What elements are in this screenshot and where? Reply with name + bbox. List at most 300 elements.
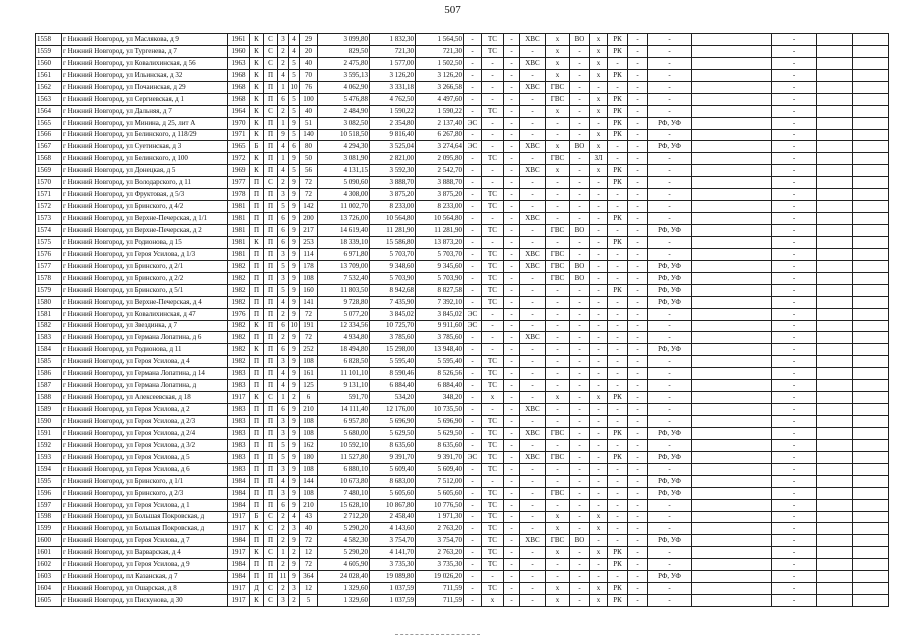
cell-c17: - bbox=[590, 439, 608, 451]
cell-c21 bbox=[692, 499, 772, 511]
cell-c22: - bbox=[772, 153, 817, 165]
table-row bbox=[36, 595, 889, 607]
cell-c15: ГВС bbox=[546, 93, 570, 105]
cell-type: П bbox=[264, 189, 278, 201]
cell-c23 bbox=[817, 571, 853, 583]
cell-c17: х bbox=[590, 583, 608, 595]
cell-c13: - bbox=[504, 595, 520, 607]
cell-c19: - bbox=[628, 225, 648, 237]
cell-wall-material: П bbox=[250, 177, 264, 189]
cell-year-built: 1965 bbox=[228, 141, 250, 153]
cell-c18: - bbox=[608, 344, 628, 356]
cell-entrances: 3 bbox=[278, 595, 289, 607]
cell-living-area: 3 875,20 bbox=[370, 189, 416, 201]
cell-c12: ТС bbox=[482, 356, 504, 368]
cell-c22: - bbox=[772, 511, 817, 523]
page-footer-mark bbox=[395, 634, 480, 637]
cell-c23 bbox=[817, 260, 853, 272]
cell-year-built: 1984 bbox=[228, 535, 250, 547]
cell-c20: - bbox=[648, 499, 692, 511]
cell-year-built: 1984 bbox=[228, 571, 250, 583]
cell-c15: ГВС bbox=[546, 535, 570, 547]
cell-row-number: 1579 bbox=[36, 284, 62, 296]
cell-living-area: 5 595,40 bbox=[370, 356, 416, 368]
cell-c21 bbox=[692, 272, 772, 284]
cell-c19: - bbox=[628, 523, 648, 535]
table-row bbox=[36, 284, 889, 296]
cell-c12: ТС bbox=[482, 451, 504, 463]
cell-entrances: 2 bbox=[278, 57, 289, 69]
cell-c22: - bbox=[772, 189, 817, 201]
cell-c12: ТС bbox=[482, 547, 504, 559]
cell-address: г Нижний Новгород, ул Героя Усилова, д 2 bbox=[62, 404, 228, 416]
cell-c20: - bbox=[648, 559, 692, 571]
cell-c21 bbox=[692, 571, 772, 583]
cell-year-built: 1961 bbox=[228, 34, 250, 46]
cell-type: С bbox=[264, 34, 278, 46]
cell-c23 bbox=[817, 547, 853, 559]
cell-c11: - bbox=[464, 105, 482, 117]
cell-entrances: 3 bbox=[278, 189, 289, 201]
cell-address: г Нижний Новгород, ул Алексеевская, д 18 bbox=[62, 392, 228, 404]
cell-type: П bbox=[264, 296, 278, 308]
cell-c21 bbox=[692, 248, 772, 260]
cell-c16: - bbox=[570, 165, 590, 177]
cell-c21 bbox=[692, 201, 772, 213]
cell-wall-material: П bbox=[250, 296, 264, 308]
cell-c23 bbox=[817, 153, 853, 165]
cell-wall-material: П bbox=[250, 487, 264, 499]
cell-c12: - bbox=[482, 308, 504, 320]
cell-wall-material: П bbox=[250, 260, 264, 272]
cell-c23 bbox=[817, 344, 853, 356]
cell-c24 bbox=[853, 404, 889, 416]
cell-c13: - bbox=[504, 129, 520, 141]
table-row bbox=[36, 463, 889, 475]
cell-row-number: 1567 bbox=[36, 141, 62, 153]
cell-c24 bbox=[853, 427, 889, 439]
cell-floors: 2 bbox=[289, 392, 300, 404]
cell-floors: 5 bbox=[289, 165, 300, 177]
cell-c11: - bbox=[464, 57, 482, 69]
cell-floors: 4 bbox=[289, 511, 300, 523]
cell-type: П bbox=[264, 117, 278, 129]
cell-year-built: 1960 bbox=[228, 45, 250, 57]
cell-entrances: 2 bbox=[278, 511, 289, 523]
cell-c13: - bbox=[504, 332, 520, 344]
table-row bbox=[36, 404, 889, 416]
cell-c13: - bbox=[504, 69, 520, 81]
cell-c18: РК bbox=[608, 547, 628, 559]
cell-row-number: 1566 bbox=[36, 129, 62, 141]
cell-apartments: 80 bbox=[300, 141, 318, 153]
cell-c21 bbox=[692, 177, 772, 189]
cell-c23 bbox=[817, 296, 853, 308]
cell-c13: - bbox=[504, 392, 520, 404]
cell-entrances: 6 bbox=[278, 225, 289, 237]
cell-c15: х bbox=[546, 69, 570, 81]
cell-total-area: 4 582,30 bbox=[318, 535, 370, 547]
cell-c14: - bbox=[520, 511, 546, 523]
cell-entrances: 3 bbox=[278, 34, 289, 46]
cell-address: г Нижний Новгород, ул Героя Усилова, д 2/4 bbox=[62, 427, 228, 439]
cell-c16: - bbox=[570, 213, 590, 225]
cell-c20: - bbox=[648, 93, 692, 105]
cell-c19: - bbox=[628, 105, 648, 117]
table-row bbox=[36, 153, 889, 165]
cell-c17: х bbox=[590, 69, 608, 81]
cell-c13: - bbox=[504, 308, 520, 320]
cell-c21 bbox=[692, 260, 772, 272]
cell-entrances: 2 bbox=[278, 559, 289, 571]
cell-c21 bbox=[692, 427, 772, 439]
cell-wall-material: К bbox=[250, 45, 264, 57]
cell-type: П bbox=[264, 284, 278, 296]
cell-c17: - bbox=[590, 213, 608, 225]
cell-c13: - bbox=[504, 511, 520, 523]
cell-c23 bbox=[817, 320, 853, 332]
cell-c18: РК bbox=[608, 284, 628, 296]
cell-c19: - bbox=[628, 81, 648, 93]
cell-address: г Нижний Новгород, ул Родионова, д 15 bbox=[62, 236, 228, 248]
cell-c16: - bbox=[570, 475, 590, 487]
cell-c19: - bbox=[628, 308, 648, 320]
cell-floors: 9 bbox=[289, 535, 300, 547]
cell-wall-material: К bbox=[250, 320, 264, 332]
cell-address: г Нижний Новгород, ул Бринского, д 1/1 bbox=[62, 475, 228, 487]
cell-c17: х bbox=[590, 547, 608, 559]
cell-type: П bbox=[264, 356, 278, 368]
cell-type: П bbox=[264, 559, 278, 571]
cell-row-number: 1604 bbox=[36, 583, 62, 595]
cell-c11: ЭС bbox=[464, 320, 482, 332]
cell-c11: - bbox=[464, 34, 482, 46]
cell-private-area: 11 281,90 bbox=[416, 225, 464, 237]
cell-row-number: 1587 bbox=[36, 380, 62, 392]
cell-c22: - bbox=[772, 368, 817, 380]
table-row bbox=[36, 34, 889, 46]
cell-c24 bbox=[853, 213, 889, 225]
cell-private-area: 711,59 bbox=[416, 595, 464, 607]
cell-private-area: 6 267,80 bbox=[416, 129, 464, 141]
cell-apartments: 140 bbox=[300, 129, 318, 141]
cell-type: П bbox=[264, 93, 278, 105]
cell-c18: - bbox=[608, 499, 628, 511]
cell-c24 bbox=[853, 356, 889, 368]
cell-c16: - bbox=[570, 177, 590, 189]
cell-c22: - bbox=[772, 34, 817, 46]
cell-c22: - bbox=[772, 296, 817, 308]
cell-c23 bbox=[817, 105, 853, 117]
cell-c18: РК bbox=[608, 236, 628, 248]
cell-c20: - bbox=[648, 392, 692, 404]
table-row bbox=[36, 260, 889, 272]
cell-floors: 10 bbox=[289, 320, 300, 332]
cell-c21 bbox=[692, 45, 772, 57]
cell-c11: - bbox=[464, 69, 482, 81]
cell-wall-material: П bbox=[250, 427, 264, 439]
cell-floors: 9 bbox=[289, 284, 300, 296]
cell-c24 bbox=[853, 439, 889, 451]
table-row bbox=[36, 45, 889, 57]
cell-c24 bbox=[853, 296, 889, 308]
cell-c20: - bbox=[648, 547, 692, 559]
cell-private-area: 3 875,20 bbox=[416, 189, 464, 201]
cell-row-number: 1571 bbox=[36, 189, 62, 201]
cell-c17: - bbox=[590, 201, 608, 213]
table-row bbox=[36, 451, 889, 463]
table-row bbox=[36, 547, 889, 559]
cell-c20: РФ, УФ bbox=[648, 260, 692, 272]
cell-wall-material: П bbox=[250, 213, 264, 225]
cell-apartments: 253 bbox=[300, 236, 318, 248]
cell-wall-material: П bbox=[250, 380, 264, 392]
cell-private-area: 3 735,30 bbox=[416, 559, 464, 571]
cell-total-area: 3 081,90 bbox=[318, 153, 370, 165]
cell-private-area: 10 735,50 bbox=[416, 404, 464, 416]
cell-living-area: 4 143,60 bbox=[370, 523, 416, 535]
cell-c15: х bbox=[546, 583, 570, 595]
cell-c21 bbox=[692, 236, 772, 248]
cell-c24 bbox=[853, 165, 889, 177]
cell-year-built: 1981 bbox=[228, 201, 250, 213]
cell-total-area: 4 062,90 bbox=[318, 81, 370, 93]
cell-c23 bbox=[817, 189, 853, 201]
cell-c21 bbox=[692, 57, 772, 69]
cell-living-area: 8 233,00 bbox=[370, 201, 416, 213]
cell-year-built: 1978 bbox=[228, 189, 250, 201]
cell-type: С bbox=[264, 177, 278, 189]
cell-floors: 4 bbox=[289, 34, 300, 46]
cell-private-area: 3 845,02 bbox=[416, 308, 464, 320]
cell-c16: - bbox=[570, 595, 590, 607]
cell-c19: - bbox=[628, 547, 648, 559]
cell-c21 bbox=[692, 320, 772, 332]
cell-c12: ТС bbox=[482, 559, 504, 571]
cell-c12: ТС bbox=[482, 189, 504, 201]
cell-floors: 9 bbox=[289, 177, 300, 189]
cell-address: г Нижний Новгород, ул Бринского, д 5/1 bbox=[62, 284, 228, 296]
cell-c16: - bbox=[570, 392, 590, 404]
cell-c22: - bbox=[772, 141, 817, 153]
cell-c18: - bbox=[608, 153, 628, 165]
cell-year-built: 1984 bbox=[228, 475, 250, 487]
cell-wall-material: П bbox=[250, 475, 264, 487]
cell-c11: - bbox=[464, 344, 482, 356]
cell-c16: - bbox=[570, 248, 590, 260]
cell-c22: - bbox=[772, 260, 817, 272]
cell-row-number: 1595 bbox=[36, 475, 62, 487]
cell-c21 bbox=[692, 559, 772, 571]
cell-private-area: 2 763,20 bbox=[416, 523, 464, 535]
cell-private-area: 7 512,00 bbox=[416, 475, 464, 487]
cell-c18: - bbox=[608, 189, 628, 201]
cell-c21 bbox=[692, 81, 772, 93]
cell-c17: - bbox=[590, 177, 608, 189]
cell-apartments: 12 bbox=[300, 547, 318, 559]
cell-c21 bbox=[692, 93, 772, 105]
cell-c18: РК bbox=[608, 559, 628, 571]
cell-apartments: 180 bbox=[300, 451, 318, 463]
cell-apartments: 51 bbox=[300, 117, 318, 129]
table-row bbox=[36, 320, 889, 332]
cell-address: г Нижний Новгород, ул Ковалихинская, д 47 bbox=[62, 308, 228, 320]
cell-c17: - bbox=[590, 427, 608, 439]
cell-c14: - bbox=[520, 45, 546, 57]
table-row bbox=[36, 571, 889, 583]
cell-c20: - bbox=[648, 308, 692, 320]
cell-c18: РК bbox=[608, 595, 628, 607]
cell-apartments: 72 bbox=[300, 308, 318, 320]
cell-apartments: 108 bbox=[300, 356, 318, 368]
cell-apartments: 108 bbox=[300, 427, 318, 439]
cell-c14: ХВС bbox=[520, 248, 546, 260]
cell-c16: - bbox=[570, 117, 590, 129]
cell-c23 bbox=[817, 451, 853, 463]
cell-c18: РК bbox=[608, 34, 628, 46]
cell-private-area: 8 827,58 bbox=[416, 284, 464, 296]
cell-c24 bbox=[853, 511, 889, 523]
cell-c21 bbox=[692, 344, 772, 356]
cell-c24 bbox=[853, 248, 889, 260]
cell-c14: - bbox=[520, 571, 546, 583]
cell-private-area: 2 763,20 bbox=[416, 547, 464, 559]
cell-living-area: 1 590,22 bbox=[370, 105, 416, 117]
cell-c14: - bbox=[520, 595, 546, 607]
cell-c17: - bbox=[590, 248, 608, 260]
cell-total-area: 591,70 bbox=[318, 392, 370, 404]
cell-year-built: 1983 bbox=[228, 404, 250, 416]
cell-c13: - bbox=[504, 296, 520, 308]
cell-entrances: 3 bbox=[278, 272, 289, 284]
cell-row-number: 1573 bbox=[36, 213, 62, 225]
cell-private-area: 10 564,80 bbox=[416, 213, 464, 225]
cell-total-area: 9 728,80 bbox=[318, 296, 370, 308]
cell-c14: - bbox=[520, 392, 546, 404]
cell-type: П bbox=[264, 380, 278, 392]
table-body bbox=[36, 34, 889, 607]
cell-c11: ЭС bbox=[464, 117, 482, 129]
cell-living-area: 2 354,80 bbox=[370, 117, 416, 129]
cell-c12: ТС bbox=[482, 34, 504, 46]
cell-c11: - bbox=[464, 487, 482, 499]
table-row bbox=[36, 499, 889, 511]
cell-c18: - bbox=[608, 404, 628, 416]
cell-c11: - bbox=[464, 284, 482, 296]
cell-c15: - bbox=[546, 356, 570, 368]
cell-c16: - bbox=[570, 189, 590, 201]
cell-c21 bbox=[692, 69, 772, 81]
table-row bbox=[36, 93, 889, 105]
cell-apartments: 252 bbox=[300, 344, 318, 356]
cell-c15: - bbox=[546, 463, 570, 475]
cell-living-area: 8 942,68 bbox=[370, 284, 416, 296]
cell-c11: - bbox=[464, 404, 482, 416]
cell-c17: х bbox=[590, 105, 608, 117]
cell-private-area: 5 696,90 bbox=[416, 416, 464, 428]
cell-c23 bbox=[817, 69, 853, 81]
cell-entrances: 2 bbox=[278, 523, 289, 535]
cell-c14: ХВС bbox=[520, 81, 546, 93]
cell-c17: - bbox=[590, 571, 608, 583]
cell-row-number: 1590 bbox=[36, 416, 62, 428]
cell-c18: - bbox=[608, 368, 628, 380]
cell-row-number: 1599 bbox=[36, 523, 62, 535]
cell-private-area: 3 888,70 bbox=[416, 177, 464, 189]
cell-type: П bbox=[264, 308, 278, 320]
cell-c23 bbox=[817, 129, 853, 141]
table-row bbox=[36, 225, 889, 237]
cell-c20: РФ, УФ bbox=[648, 487, 692, 499]
table-row bbox=[36, 272, 889, 284]
cell-c12: - bbox=[482, 165, 504, 177]
cell-c15: - bbox=[546, 571, 570, 583]
cell-year-built: 1982 bbox=[228, 296, 250, 308]
cell-c24 bbox=[853, 523, 889, 535]
cell-c16: - bbox=[570, 404, 590, 416]
cell-type: С bbox=[264, 105, 278, 117]
cell-c15: х bbox=[546, 511, 570, 523]
cell-c19: - bbox=[628, 45, 648, 57]
cell-wall-material: П bbox=[250, 201, 264, 213]
cell-address: г Нижний Новгород, ул Героя Усилова, д 2/3 bbox=[62, 416, 228, 428]
cell-c22: - bbox=[772, 105, 817, 117]
cell-c13: - bbox=[504, 236, 520, 248]
cell-entrances: 5 bbox=[278, 260, 289, 272]
cell-c19: - bbox=[628, 296, 648, 308]
cell-c13: - bbox=[504, 81, 520, 93]
cell-c18: - bbox=[608, 141, 628, 153]
cell-private-area: 348,20 bbox=[416, 392, 464, 404]
cell-c23 bbox=[817, 404, 853, 416]
cell-apartments: 108 bbox=[300, 463, 318, 475]
cell-c20: - bbox=[648, 523, 692, 535]
cell-wall-material: П bbox=[250, 356, 264, 368]
cell-apartments: 125 bbox=[300, 380, 318, 392]
cell-address: г Нижний Новгород, ул Суетинская, д 3 bbox=[62, 141, 228, 153]
cell-total-area: 13 726,00 bbox=[318, 213, 370, 225]
cell-c18: РК bbox=[608, 117, 628, 129]
cell-c15: - bbox=[546, 380, 570, 392]
cell-entrances: 2 bbox=[278, 535, 289, 547]
cell-c22: - bbox=[772, 248, 817, 260]
cell-row-number: 1561 bbox=[36, 69, 62, 81]
cell-c23 bbox=[817, 499, 853, 511]
table-row bbox=[36, 69, 889, 81]
cell-c14: - bbox=[520, 225, 546, 237]
cell-c23 bbox=[817, 535, 853, 547]
cell-c18: - bbox=[608, 380, 628, 392]
cell-type: С bbox=[264, 392, 278, 404]
cell-year-built: 1982 bbox=[228, 284, 250, 296]
cell-c22: - bbox=[772, 93, 817, 105]
cell-total-area: 1 329,60 bbox=[318, 595, 370, 607]
cell-year-built: 1983 bbox=[228, 416, 250, 428]
cell-c16: - bbox=[570, 153, 590, 165]
cell-c11: - bbox=[464, 201, 482, 213]
cell-c14: ХВС bbox=[520, 213, 546, 225]
cell-c13: - bbox=[504, 189, 520, 201]
cell-c22: - bbox=[772, 344, 817, 356]
cell-c24 bbox=[853, 368, 889, 380]
cell-c15: х bbox=[546, 34, 570, 46]
cell-private-area: 1 502,50 bbox=[416, 57, 464, 69]
cell-c15: - bbox=[546, 284, 570, 296]
cell-c13: - bbox=[504, 93, 520, 105]
cell-row-number: 1565 bbox=[36, 117, 62, 129]
cell-floors: 9 bbox=[289, 308, 300, 320]
cell-floors: 9 bbox=[289, 559, 300, 571]
